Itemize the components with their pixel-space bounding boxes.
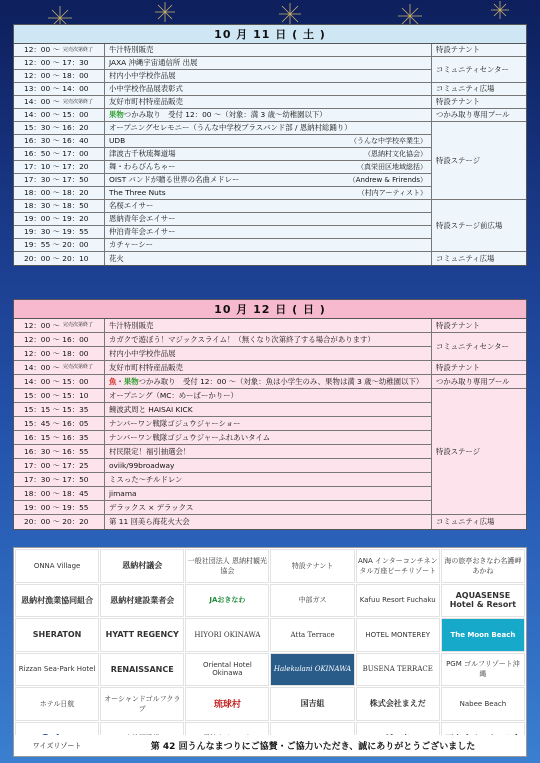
- sponsor-logo: 中部ガス: [270, 584, 354, 618]
- sponsor-logo: HOTEL MONTEREY: [356, 618, 440, 652]
- venue-cell: 特設テナント: [432, 96, 526, 109]
- event-cell: 牛汁特別販売: [105, 319, 432, 333]
- sponsor-logo: 国吉組: [270, 687, 354, 721]
- sponsor-logo: 特設テナント: [270, 549, 354, 583]
- time-cell: 20：00 〜 20：10: [14, 252, 105, 265]
- venue-cell: 特設ステージ: [432, 389, 526, 515]
- sponsor-logo: AQUASENSE Hotel & Resort: [441, 584, 525, 618]
- time-cell: 19：30 〜 19：55: [14, 226, 105, 239]
- event-cell: ミスった〜チルドレン: [105, 473, 432, 487]
- time-cell: 15：15 〜 15：35: [14, 403, 105, 417]
- venue-cell: 特設テナント: [432, 361, 526, 375]
- time-cell: 16：50 〜 17：00: [14, 148, 105, 161]
- event-cell: 舞・わらびんちゃー （真栄田区地域総括）: [105, 161, 432, 174]
- time-cell: 17：30 〜 17：50: [14, 174, 105, 187]
- time-cell: 16：30 〜 16：55: [14, 445, 105, 459]
- venue-cell: 特設ステージ前広場: [432, 200, 526, 252]
- event-cell: OIST バンドが贈る世界の名曲メドレー （Andrew & Frirends）: [105, 174, 432, 187]
- event-cell: oviik/99broadway: [105, 459, 432, 473]
- event-cell: 第 11 回美ら海花火大会: [105, 515, 432, 529]
- venue-cell: コミュニティ広場: [432, 83, 526, 96]
- time-cell: 12：00 〜 18：00: [14, 347, 105, 361]
- event-cell: ナンバーワン戦隊ゴジュウジャーショー: [105, 417, 432, 431]
- event-cell: UDB （うんな中学校卒業生）: [105, 135, 432, 148]
- sponsor-logo: ワイズリゾート: [32, 741, 82, 750]
- event-cell: 名桜エイサー: [105, 200, 432, 213]
- sponsor-logo: PGM ゴルフリゾート沖縄: [441, 653, 525, 687]
- venue-cell: コミュニティセンター: [432, 57, 526, 83]
- time-cell: 19：00 〜 19：20: [14, 213, 105, 226]
- time-cell: 14：00 〜 15：00: [14, 375, 105, 389]
- event-cell: カチャーシー: [105, 239, 432, 252]
- event-cell: JAXA 沖縄宇宙通信所 出展: [105, 57, 432, 70]
- sponsor-logo: ONNA Village: [15, 549, 99, 583]
- time-cell: 14：00 〜 完売次第終了: [14, 361, 105, 375]
- sponsor-logo: 恩納村建設業者会: [100, 584, 184, 618]
- sponsor-logo: ANA インターコンチネンタル万座ビーチリゾート: [356, 549, 440, 583]
- time-cell: 16：15 〜 16：35: [14, 431, 105, 445]
- venue-cell: 特設テナント: [432, 319, 526, 333]
- sponsor-logo: Halekulani OKINAWA: [270, 653, 354, 687]
- event-cell: 牛汁特別販売: [105, 44, 432, 57]
- sponsor-logo: The Moon Beach: [441, 618, 525, 652]
- sponsor-logo: SHERATON: [15, 618, 99, 652]
- event-cell: 村民限定！福引抽選会！: [105, 445, 432, 459]
- event-cell: 魚 ・ 果物 つかみ取り 受付 12：00 〜（対象：魚は小学生のみ、果物は満 3 歳〜幼稚園以下）: [105, 375, 432, 389]
- sponsor-logo: RENAISSANCE: [100, 653, 184, 687]
- time-cell: 12：00 〜 17：30: [14, 57, 105, 70]
- venue-cell: つかみ取り専用プール: [432, 109, 526, 122]
- event-cell: オープニングセレモニー（うんな中学校ブラスバンド部 / 恩納村総踊り）: [105, 122, 432, 135]
- venue-cell: コミュニティセンター: [432, 333, 526, 361]
- venue-cell: コミュニティ広場: [436, 253, 495, 263]
- time-cell: 17：00 〜 17：25: [14, 459, 105, 473]
- time-cell: 12：00 〜 16：00: [14, 333, 105, 347]
- time-cell: 18：00 〜 18：45: [14, 487, 105, 501]
- sponsors-footer: [13, 735, 527, 757]
- event-cell: 恩納青年会エイサー: [105, 213, 432, 226]
- time-cell: 14：00 〜 完売次第終了: [14, 96, 105, 109]
- sponsor-logo: 恩納村議会: [100, 549, 184, 583]
- time-cell: 12：00 〜 完売次第終了: [14, 319, 105, 333]
- event-cell: 村内小中学校作品展: [105, 347, 432, 361]
- event-cell: ナンバーワン戦隊ゴジュウジャーふれあいタイム: [105, 431, 432, 445]
- event-cell: オープニング（MC：めーばーかりー）: [105, 389, 432, 403]
- sponsor-logo: Oriental Hotel Okinawa: [185, 653, 269, 687]
- event-cell: 小中学校作品展表彰式: [105, 83, 432, 96]
- time-cell: 15：30 〜 16：20: [14, 122, 105, 135]
- event-cell: 饒波武周と HAISAI KICK: [105, 403, 432, 417]
- sponsor-logo: HYATT REGENCY: [100, 618, 184, 652]
- time-cell: 12：00 〜 完売次第終了: [14, 44, 105, 57]
- sponsor-logo: Atta Terrace: [270, 618, 354, 652]
- time-cell: 17：10 〜 17：20: [14, 161, 105, 174]
- time-cell: 20：00 〜 20：20: [14, 515, 105, 529]
- time-cell: 16：30 〜 16：40: [14, 135, 105, 148]
- time-cell: 18：00 〜 18：20: [14, 187, 105, 200]
- day2-grid: [14, 319, 526, 529]
- event-cell: 友好市町村特産品販売: [105, 96, 432, 109]
- schedule-day2: [13, 299, 527, 530]
- sponsor-logo: Rizzan Sea-Park Hotel: [15, 653, 99, 687]
- event-cell: jimama: [105, 487, 432, 501]
- event-cell: カガクで遊ぼう！マジックスライム！（無くなり次第終了する場合があります）: [105, 333, 432, 347]
- time-cell: 12：00 〜 18：00: [14, 70, 105, 83]
- event-cell: デラックス × デラックス: [105, 501, 432, 515]
- sponsor-logo: オーシャンドゴルフクラブ: [100, 687, 184, 721]
- day1-grid: [14, 44, 526, 265]
- day1-title: 10 月 11 日 ( 土 ): [14, 25, 526, 44]
- schedule-day1: [13, 24, 527, 266]
- sponsor-logo: 一般社団法人 恩納村観光協会: [185, 549, 269, 583]
- event-cell: The Three Nuts （村内アーティスト）: [105, 187, 432, 200]
- sponsor-logo: 恩納村漁業協同組合: [15, 584, 99, 618]
- event-cell: 友好市町村特産品販売: [105, 361, 432, 375]
- sponsor-logo: ホテル日航: [15, 687, 99, 721]
- time-cell: 15：45 〜 16：05: [14, 417, 105, 431]
- time-cell: 14：00 〜 15：00: [14, 109, 105, 122]
- venue-cell: つかみ取り専用プール: [432, 375, 526, 389]
- sponsor-logo: BUSENA TERRACE: [356, 653, 440, 687]
- venue-cell: 特設テナント: [432, 44, 526, 57]
- time-cell: 15：00 〜 15：10: [14, 389, 105, 403]
- sponsor-logo: 海の旅亭おきなわ名護岬 あかね: [441, 549, 525, 583]
- event-cell: 果物 つかみ取り 受付 12：00 〜（対象：満 3 歳〜幼稚園以下）: [105, 109, 432, 122]
- sponsor-logo: Nabee Beach: [441, 687, 525, 721]
- time-cell: 19：00 〜 19：55: [14, 501, 105, 515]
- time-cell: 19：55 〜 20：00: [14, 239, 105, 252]
- sponsors-grid: [13, 547, 527, 757]
- sponsor-logo: 株式会社まえだ: [356, 687, 440, 721]
- event-cell: 村内小中学校作品展: [105, 70, 432, 83]
- time-cell: 17：30 〜 17：50: [14, 473, 105, 487]
- sponsor-logo: Kafuu Resort Fuchaku: [356, 584, 440, 618]
- venue-cell: 特設ステージ: [432, 122, 526, 200]
- sponsor-logo: JAおきなわ: [185, 584, 269, 618]
- event-cell: 花火: [105, 252, 432, 265]
- day2-title: 10 月 12 日 ( 日 ): [14, 300, 526, 319]
- time-cell: 18：30 〜 18：50: [14, 200, 105, 213]
- event-cell: 津波古千秋琉舞道場 （恩納村文化協会）: [105, 148, 432, 161]
- sponsor-logo: HIYORI OKINAWA: [185, 618, 269, 652]
- time-cell: 13：00 〜 14：00: [14, 83, 105, 96]
- event-cell: 仲泊青年会エイサー: [105, 226, 432, 239]
- venue-cell: コミュニティ広場: [436, 517, 495, 527]
- thanks-message: 第 42 回うんなまつりにご協賛・ご協力いただき、誠にありがとうございました: [150, 742, 476, 752]
- sponsor-logo: 琉球村: [185, 687, 269, 721]
